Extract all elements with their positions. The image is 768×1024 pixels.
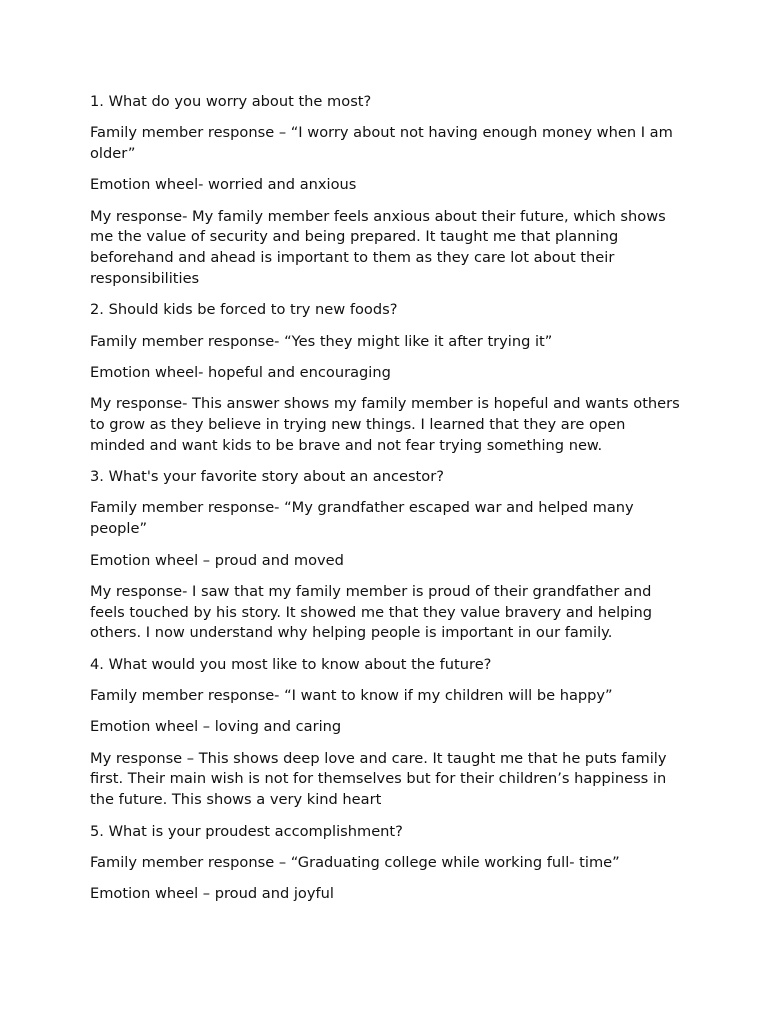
my-response-3: My response- I saw that my family member is proud of their grandfather and feels touched by his story. It showed me that they value bravery and helping others. I now understand why helping people is important in our family. bbox=[90, 582, 653, 642]
question-5: 5. What is your proudest accomplishment? bbox=[90, 822, 403, 840]
my-response-2: My response- This answer shows my family member is hopeful and wants others to grow as they believe in trying new things. I learned that they are open minded and want kids to be brave and not fear trying something new. bbox=[90, 395, 680, 454]
question-4: 4. What would you most like to know about the future? bbox=[90, 655, 492, 673]
my-response-1: My response- My family member feels anxious about their future, which shows me the value of security and being prepared. It taught me that planning beforehand and ahead is important to them as they care lot about their responsibilities bbox=[90, 207, 666, 288]
family-response-5: Family member response – “Graduating college while working full- time” bbox=[90, 853, 620, 871]
family-response-4: Family member response- “I want to know if my children will be happy” bbox=[90, 687, 613, 705]
emotion-wheel-2: Emotion wheel- hopeful and encouraging bbox=[90, 363, 391, 381]
document-page bbox=[90, 92, 680, 915]
my-response-4: My response – This shows deep love and care. It taught me that he puts family first. Their main wish is not for themselves but for their children’s happiness in the future. This shows a very kind heart bbox=[90, 749, 667, 809]
emotion-wheel-4: Emotion wheel – loving and caring bbox=[90, 718, 342, 736]
emotion-wheel-3: Emotion wheel – proud and moved bbox=[90, 551, 344, 569]
family-response-1: Family member response – “I worry about not having enough money when I am older” bbox=[90, 124, 673, 163]
family-response-2: Family member response- “Yes they might like it after trying it” bbox=[90, 332, 553, 350]
family-response-3: Family member response- “My grandfather escaped war and helped many people” bbox=[90, 499, 634, 538]
emotion-wheel-1: Emotion wheel- worried and anxious bbox=[90, 176, 357, 194]
question-1: 1. What do you worry about the most? bbox=[90, 93, 372, 110]
emotion-wheel-5: Emotion wheel – proud and joyful bbox=[90, 885, 334, 903]
question-3: 3. What's your favorite story about an ancestor? bbox=[90, 468, 444, 486]
question-2: 2. Should kids be forced to try new foods? bbox=[90, 301, 398, 319]
